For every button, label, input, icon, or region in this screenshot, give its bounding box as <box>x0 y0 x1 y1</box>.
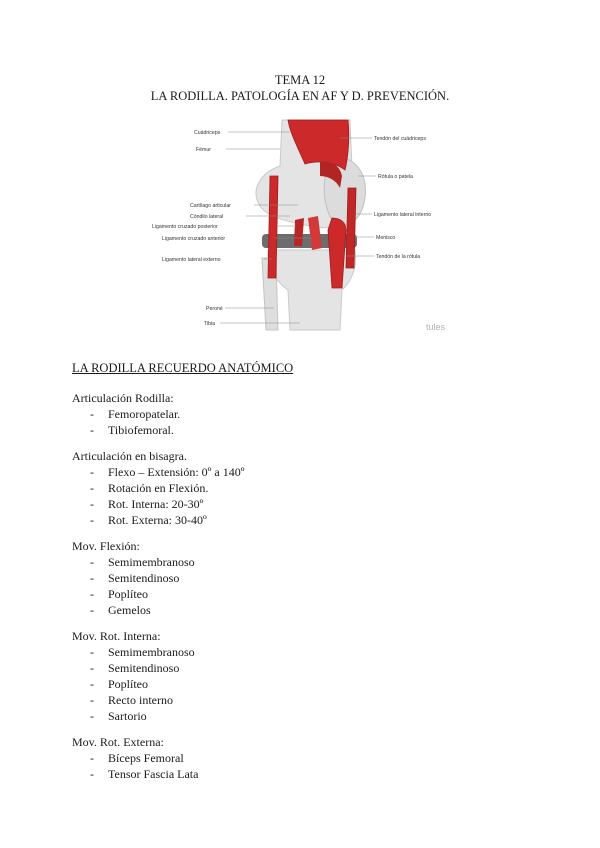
label-condilo: Cóndilo lateral <box>190 214 224 220</box>
list-item: - Tibiofemoral. <box>90 423 174 437</box>
list-item: - Flexo – Extensión: 0º a 140º <box>90 465 245 479</box>
label-tendon-rotula: Tendón de la rótula <box>376 254 421 260</box>
anatomy-section <box>72 360 542 792</box>
group-title: Articulación en bisagra. <box>72 449 187 463</box>
list-item: - Rot. Interna: 20-30º <box>90 497 204 511</box>
group-title: Articulación Rodilla: <box>72 391 174 405</box>
section-heading: LA RODILLA RECUERDO ANATÓMICO <box>72 361 294 375</box>
group-title: Mov. Rot. Externa: <box>72 735 164 749</box>
list-item: - Semimembranoso <box>90 555 195 569</box>
document-title-block <box>0 72 600 104</box>
list-item: - Poplíteo <box>90 587 149 601</box>
topic-title: LA RODILLA. PATOLOGÍA EN AF Y D. PREVENCIÓN. <box>150 89 450 103</box>
label-tibia: Tibia <box>204 321 216 327</box>
list-item: - Recto interno <box>90 693 173 707</box>
group-mov-flexion <box>72 538 542 618</box>
topic-number: TEMA 12 <box>274 73 326 87</box>
right-labels <box>374 136 431 260</box>
knee-illustration <box>152 118 455 336</box>
group-articulacion-rodilla <box>72 390 542 438</box>
group-title: Mov. Flexión: <box>72 539 140 553</box>
label-cuadriceps: Cuádriceps <box>194 130 221 136</box>
group-mov-rot-externa <box>72 734 542 782</box>
label-lca: Ligamento cruzado anterior <box>162 236 226 242</box>
label-rotula: Rótula o patela <box>378 174 413 180</box>
list-item: - Semitendinoso <box>90 571 180 585</box>
list-item: - Semitendinoso <box>90 661 180 675</box>
label-lcp: Ligamento cruzado posterior <box>152 224 218 230</box>
list-item: - Semimembranoso <box>90 645 195 659</box>
lateral-collateral-ligament <box>268 176 278 278</box>
watermark: tules <box>426 322 446 332</box>
list-item: - Bíceps Femoral <box>90 751 184 765</box>
list-item: - Sartorio <box>90 709 147 723</box>
knee-anatomy-figure <box>152 118 455 336</box>
group-mov-rot-interna <box>72 628 542 724</box>
label-lli: Ligamento lateral interno <box>374 212 432 218</box>
label-lle: Ligamento lateral externo <box>162 257 221 263</box>
group-title: Mov. Rot. Interna: <box>72 629 161 643</box>
list-item: - Gemelos <box>90 603 151 617</box>
label-tendon-cuadriceps: Tendón del cuádriceps <box>374 136 426 142</box>
list-item: - Rot. Externa: 30-40º <box>90 513 207 527</box>
label-femur: Fémur <box>196 147 211 153</box>
label-perone: Peroné <box>206 306 223 312</box>
group-articulacion-bisagra <box>72 448 542 528</box>
label-menisco: Menisco <box>376 235 396 241</box>
list-item: - Poplíteo <box>90 677 149 691</box>
left-labels <box>152 130 231 327</box>
list-item: - Rotación en Flexión. <box>90 481 209 495</box>
list-item: - Tensor Fascia Lata <box>90 767 199 781</box>
label-cartilago: Cartílago articular <box>190 203 231 209</box>
list-item: - Femoropatelar. <box>90 407 181 421</box>
